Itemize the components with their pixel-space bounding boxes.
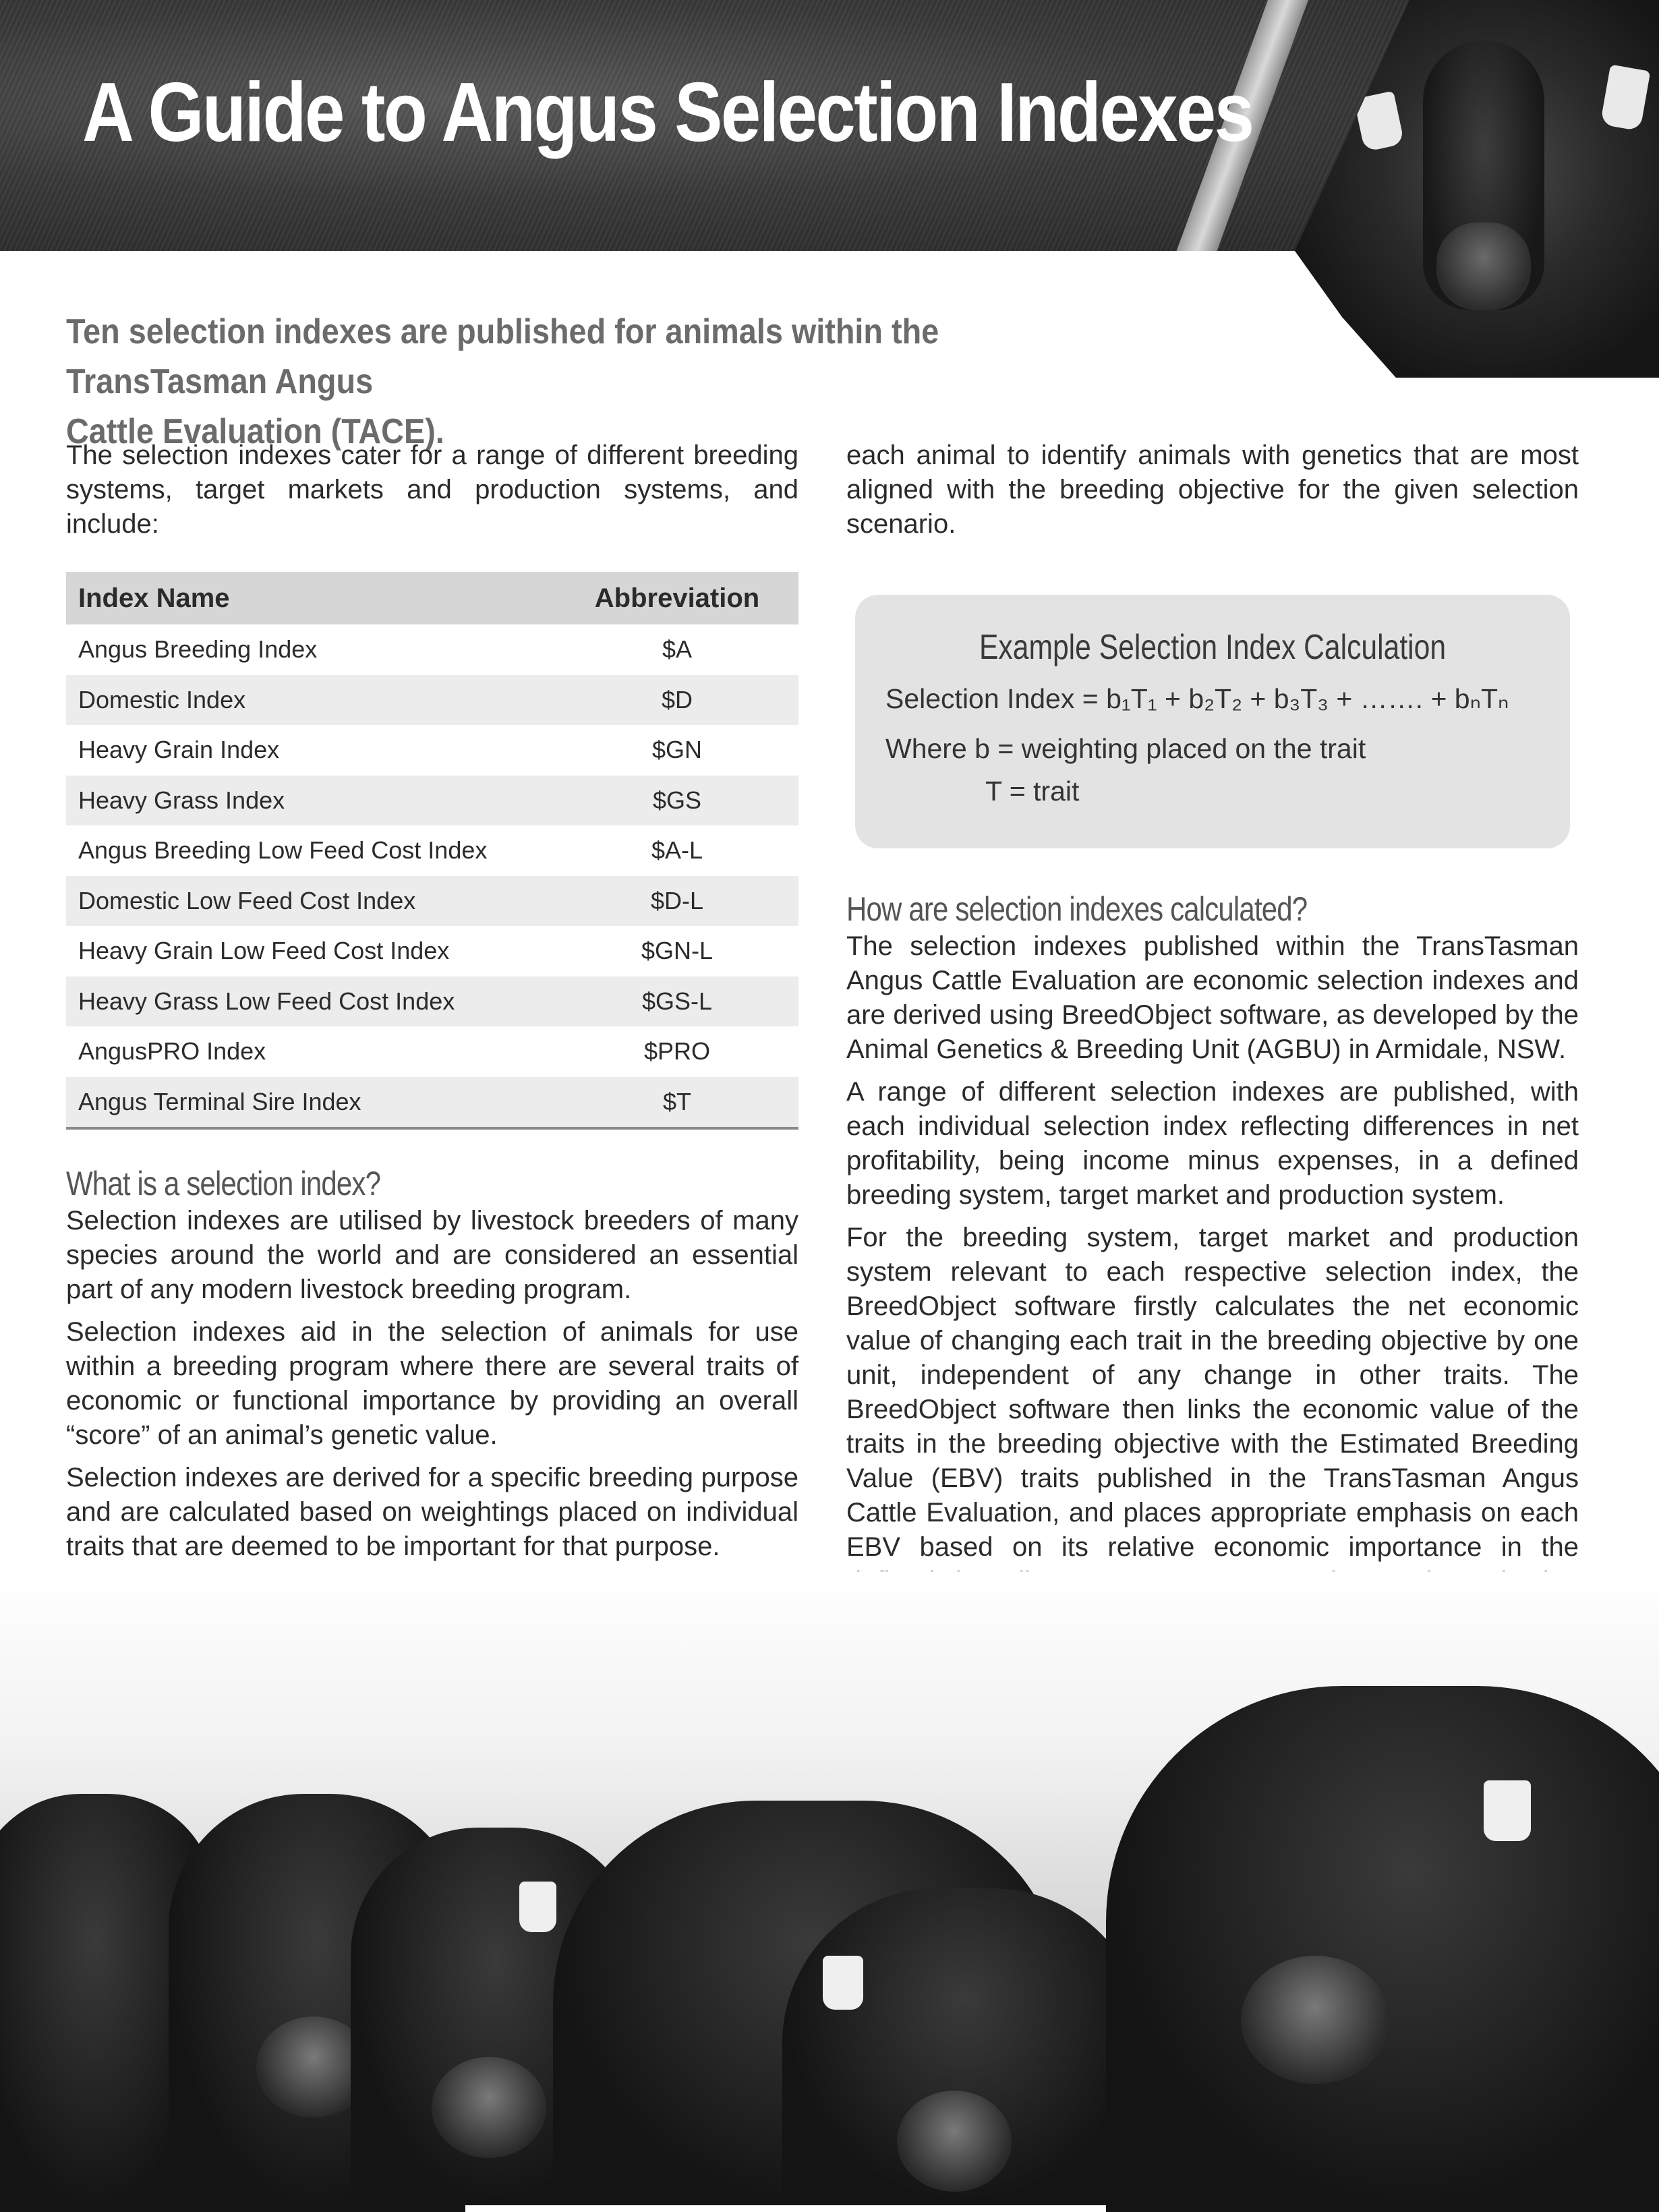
column-header-abbreviation: Abbreviation — [556, 572, 798, 624]
table-header-row — [66, 572, 798, 624]
table-row — [66, 1026, 798, 1077]
ear-tag-right — [1600, 64, 1651, 131]
abbreviation-cell: $T — [556, 1077, 798, 1129]
paragraph: A range of different selection indexes are published, with each individual selection index reflecting differences in net profitability, being income minus expenses, in a defined breeding system, target market and production system. — [846, 1077, 1579, 1210]
ear-tag — [519, 1882, 556, 1932]
abbreviation-cell: $D — [556, 675, 798, 726]
index-name-cell: Domestic Low Feed Cost Index — [66, 876, 556, 927]
abbreviation-cell: $A-L — [651, 836, 703, 865]
table-row — [66, 926, 798, 977]
abbreviation-cell: $GS-L — [556, 977, 798, 1027]
ear-tag — [1484, 1780, 1531, 1841]
cow-muzzle — [1436, 223, 1531, 310]
table-row — [66, 725, 798, 776]
table-row — [66, 825, 798, 876]
example-formula: Selection Index = b₁T₁ + b₂T₂ + b₃T₃ + ……. + bₙTₙ — [885, 683, 1509, 714]
table-row — [66, 977, 798, 1027]
left-column-lead — [66, 438, 798, 550]
page-title: A Guide to Angus Selection Indexes — [82, 66, 1253, 159]
table-row — [66, 675, 798, 726]
example-calculation-box — [855, 595, 1570, 848]
abbreviation-cell: $GN-L — [641, 937, 714, 965]
paragraph: For the breeding system, target market and production system relevant to each respective selection index, the BreedObject software firstly calculates the net economic value of changing each trait in the breeding objective by one unit, independent of any change in other traits. The BreedObject software then links the economic value of the traits in the breeding objective with the Estimated Breeding Value (EBV) traits published in the TransTasman Angus Cattle Evaluation, and places appropriate emphasis on each EBV based on its relative economic importance in the — [846, 1223, 1579, 1562]
continued-paragraph: each animal to identify animals with genetics that are most aligned with the breeding objective for the given selection scenario. — [846, 440, 1579, 539]
index-name-cell: AngusPRO Index — [78, 1037, 266, 1066]
cattle-herd-photo — [0, 1571, 1659, 2195]
lead-paragraph: The selection indexes cater for a range of different breeding systems, target markets and production systems, and include: — [66, 440, 798, 539]
abbreviation-cell: $GS — [556, 776, 798, 826]
abbreviation-cell: $D-L — [556, 876, 798, 927]
index-name-cell: Heavy Grass Index — [66, 776, 556, 826]
index-name-cell: Domestic Index — [66, 675, 556, 726]
index-name-cell: Heavy Grass Low Feed Cost Index — [66, 977, 556, 1027]
right-column-section — [846, 889, 1579, 1641]
abbreviation-cell: $A — [662, 635, 693, 664]
right-column-lead — [846, 438, 1579, 550]
cow-silhouette — [1106, 1686, 1659, 2212]
example-title: Example Selection Index Calculation — [979, 628, 1447, 667]
intro-lead — [66, 307, 1037, 457]
ear-tag — [823, 1956, 863, 2010]
index-name-cell: Heavy Grain Low Feed Cost Index — [78, 937, 450, 965]
paragraph: Selection indexes aid in the selection of animals for use within a breeding program where there are several traits of economic or functional importance by providing an overall “score” of an animal’s genetic value. — [66, 1317, 798, 1450]
index-table — [66, 572, 798, 1130]
cow-muzzle — [897, 2091, 1012, 2192]
section-heading-what-is: What is a selection index? — [66, 1165, 381, 1202]
abbreviation-cell: $PRO — [643, 1037, 711, 1066]
index-name-cell: Angus Terminal Sire Index — [66, 1077, 556, 1129]
cow-muzzle — [1241, 1956, 1389, 2084]
paragraph: Selection indexes are utilised by livestock breeders of many species around the world and are considered an essential part of any modern livestock breeding program. — [66, 1206, 798, 1304]
table-row — [66, 776, 798, 826]
table-row — [66, 1077, 798, 1129]
paragraph: Selection indexes are derived for a specific breeding purpose and are calculated based on weightings placed on individual traits that are deemed to be important for that purpose. — [66, 1463, 798, 1561]
index-name-cell: Angus Breeding Index — [78, 635, 318, 664]
cow-muzzle — [432, 2057, 546, 2158]
example-where-b: Where b = weighting placed on the trait — [885, 733, 1366, 764]
paragraph: The selection indexes published within the TransTasman Angus Cattle Evaluation are economic selection indexes and are derived using BreedObject software, as developed by the Animal Genetics & Breeding Unit (AGBU) in Armidale, NSW. — [846, 931, 1579, 1064]
column-header-index-name: Index Name — [66, 572, 556, 624]
table-row — [66, 624, 798, 675]
index-name-cell: Angus Breeding Low Feed Cost Index — [78, 836, 488, 865]
intro-line-2: Cattle Evaluation (TACE). — [66, 412, 444, 451]
index-name-cell: Heavy Grain Index — [78, 736, 280, 764]
cow-silhouette — [782, 1888, 1146, 2205]
table-row — [66, 876, 798, 927]
section-heading-how-calculated: How are selection indexes calculated? — [846, 890, 1308, 928]
example-where-t: T = trait — [985, 776, 1080, 807]
abbreviation-cell: $GN — [651, 736, 703, 764]
intro-line-1: Ten selection indexes are published for animals within the TransTasman Angus — [66, 312, 939, 401]
